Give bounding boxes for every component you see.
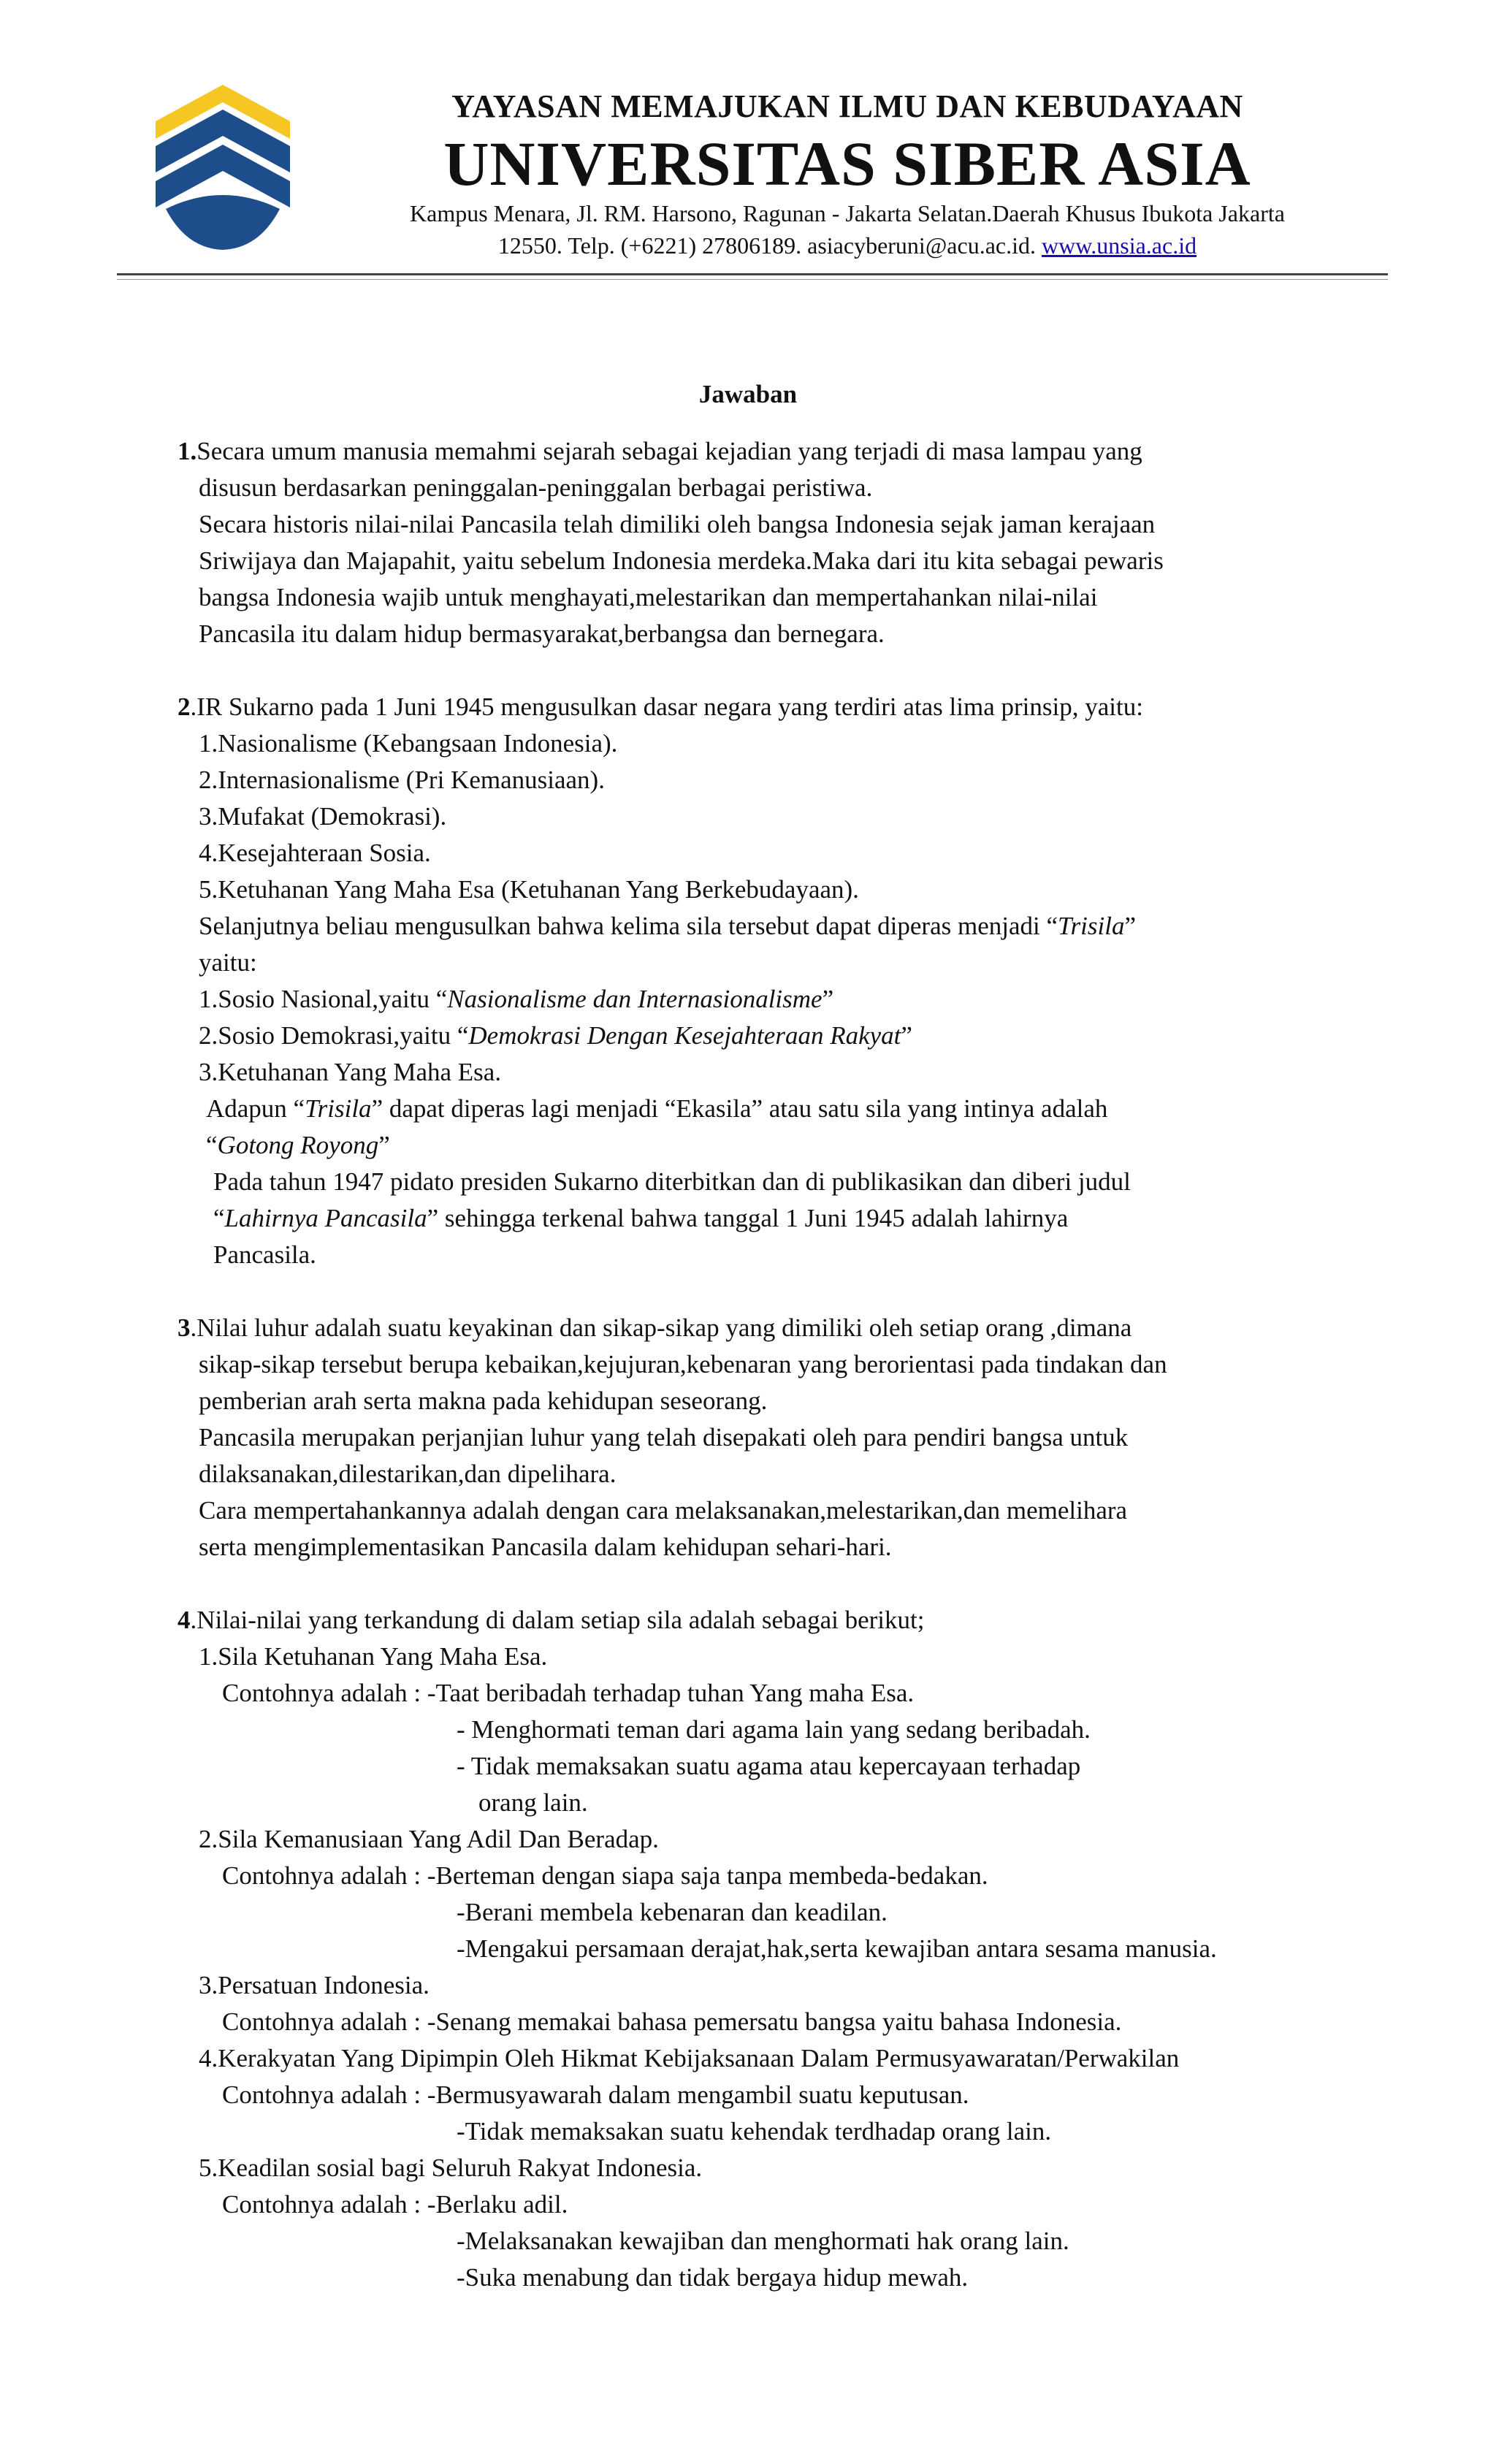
text-line xyxy=(199,1021,912,1050)
text-line xyxy=(199,1971,430,2000)
text-run: disusun berdasarkan peninggalan-peninggalan berbagai peristiwa. xyxy=(199,473,873,502)
text-run: serta mengimplementasikan Pancasila dalam kehidupan sehari-hari. xyxy=(199,1533,892,1561)
text-line xyxy=(199,1423,1128,1452)
text-run: ” xyxy=(822,985,834,1013)
text-run: - Tidak memaksakan suatu agama atau kepercayaan terhadap xyxy=(457,1752,1081,1780)
text-run: .IR Sukarno pada 1 Juni 1945 mengusulkan dasar negara yang terdiri atas lima prinsip, yaitu: xyxy=(190,693,1143,721)
text-line xyxy=(199,912,1136,941)
text-line xyxy=(178,1313,1131,1343)
text-run: “ xyxy=(206,1131,218,1159)
text-run: Lahirnya Pancasila xyxy=(224,1204,427,1232)
text-run: 2.Sosio Demokrasi,yaitu “ xyxy=(199,1021,469,1050)
text-run: Secara historis nilai-nilai Pancasila telah dimiliki oleh bangsa Indonesia sejak jaman kerajaan xyxy=(199,510,1156,538)
text-line xyxy=(199,473,872,503)
text-line xyxy=(199,583,1097,612)
text-line xyxy=(199,729,617,758)
text-line xyxy=(206,1094,1107,1124)
text-run: 5.Keadilan sosial bagi Seluruh Rakyat Indonesia. xyxy=(199,2154,703,2182)
text-run: Demokrasi Dengan Kesejahteraan Rakyat xyxy=(468,1021,901,1050)
text-run: 1.Nasionalisme (Kebangsaan Indonesia). xyxy=(199,729,618,758)
address-line-2 xyxy=(321,232,1373,259)
text-line xyxy=(222,2080,969,2110)
text-line xyxy=(199,875,859,904)
text-line xyxy=(213,1167,1131,1197)
text-line xyxy=(457,1934,1217,1964)
text-line xyxy=(199,948,257,977)
text-run: -Mengakui persamaan derajat,hak,serta kewajiban antara sesama manusia. xyxy=(457,1934,1217,1963)
text-line xyxy=(199,1642,547,1671)
text-line xyxy=(199,1496,1127,1525)
text-line xyxy=(199,1825,659,1854)
text-run: Nasionalisme dan Internasionalisme xyxy=(447,985,823,1013)
text-line xyxy=(457,2263,968,2292)
text-run: ” xyxy=(1124,912,1137,940)
text-run: 4.Kerakyatan Yang Dipimpin Oleh Hikmat Kebijaksanaan Dalam Permusyawaratan/Perwakilan xyxy=(199,2044,1180,2072)
text-run: pemberian arah serta makna pada kehidupan seseorang. xyxy=(199,1387,768,1415)
header-divider-thin xyxy=(117,279,1388,280)
text-line xyxy=(213,1204,1068,1233)
text-line xyxy=(199,2154,702,2183)
text-line xyxy=(199,1533,892,1562)
university-name: UNIVERSITAS SIBER ASIA xyxy=(443,129,1251,199)
text-line xyxy=(199,1058,501,1087)
text-line xyxy=(457,1715,1091,1744)
text-run: .Nilai-nilai yang terkandung di dalam setiap sila adalah sebagai berikut; xyxy=(190,1606,925,1634)
text-line xyxy=(178,1606,924,1635)
text-run: Contohnya adalah : -Bermusyawarah dalam mengambil suatu keputusan. xyxy=(222,2080,969,2109)
text-run: 4.Kesejahteraan Sosia. xyxy=(199,839,431,867)
text-run: Gotong Royong xyxy=(217,1131,379,1159)
text-line xyxy=(222,1861,988,1891)
text-run: ” xyxy=(378,1131,390,1159)
text-run: Pancasila itu dalam hidup bermasyarakat,berbangsa dan bernegara. xyxy=(199,619,885,648)
text-line xyxy=(478,1788,588,1818)
text-line xyxy=(178,437,1142,466)
text-line xyxy=(206,1131,390,1160)
text-run: “ xyxy=(213,1204,225,1232)
text-line xyxy=(199,1387,767,1416)
text-line xyxy=(222,2190,568,2219)
text-run: Sriwijaya dan Majapahit, yaitu sebelum Indonesia merdeka.Maka dari itu kita sebagai pewaris xyxy=(199,546,1164,575)
text-run: Selanjutnya beliau mengusulkan bahwa kelima sila tersebut dapat diperas menjadi “ xyxy=(199,912,1058,940)
text-run: 1.Sosio Nasional,yaitu “ xyxy=(199,985,448,1013)
text-line xyxy=(199,766,605,795)
text-run: orang lain. xyxy=(478,1788,588,1817)
text-run: 3 xyxy=(178,1313,191,1342)
text-run: Contohnya adalah : -Berlaku adil. xyxy=(222,2190,568,2219)
text-run: bangsa Indonesia wajib untuk menghayati,melestarikan dan mempertahankan nilai-nilai xyxy=(199,583,1098,611)
text-run: 2.Sila Kemanusiaan Yang Adil Dan Beradap. xyxy=(199,1825,659,1853)
text-run: 2.Internasionalisme (Pri Kemanusiaan). xyxy=(199,766,605,794)
text-run: Trisila xyxy=(305,1094,372,1123)
text-line xyxy=(199,1350,1167,1379)
text-run: Pada tahun 1947 pidato presiden Sukarno diterbitkan dan di publikasikan dan diberi judul xyxy=(213,1167,1131,1196)
text-run: dilaksanakan,dilestarikan,dan dipelihara. xyxy=(199,1460,617,1488)
text-line xyxy=(457,2227,1069,2256)
text-line xyxy=(222,2007,1121,2037)
text-run: 5.Ketuhanan Yang Maha Esa (Ketuhanan Yang Berkebudayaan). xyxy=(199,875,859,904)
text-run: Pancasila. xyxy=(213,1240,316,1269)
text-line xyxy=(199,619,885,649)
text-run: Contohnya adalah : -Berteman dengan siapa saja tanpa membeda-bedakan. xyxy=(222,1861,988,1890)
university-logo-icon xyxy=(150,79,296,254)
text-run: 3.Persatuan Indonesia. xyxy=(199,1971,430,1999)
text-line xyxy=(457,1752,1080,1781)
text-line xyxy=(457,1898,888,1927)
text-run: ” dapat diperas lagi menjadi “Ekasila” atau satu sila yang intinya adalah xyxy=(371,1094,1108,1123)
text-line xyxy=(199,839,431,868)
text-line xyxy=(199,985,833,1014)
text-run: sikap-sikap tersebut berupa kebaikan,kejujuran,kebenaran yang berorientasi pada tindakan dan xyxy=(199,1350,1167,1378)
text-run: Contohnya adalah : -Senang memakai bahasa pemersatu bangsa yaitu bahasa Indonesia. xyxy=(222,2007,1122,2036)
text-line xyxy=(457,2117,1051,2146)
text-run: ” sehingga terkenal bahwa tanggal 1 Juni 1945 adalah lahirnya xyxy=(427,1204,1069,1232)
contact-text: 12550. Telp. (+6221) 27806189. asiacyberuni@acu.ac.id. xyxy=(497,232,1042,259)
text-run: 2 xyxy=(178,693,191,721)
document-title: Jawaban xyxy=(698,380,798,408)
text-run: Pancasila merupakan perjanjian luhur yang telah disepakati oleh para pendiri bangsa untuk xyxy=(199,1423,1129,1452)
text-run: Cara mempertahankannya adalah dengan cara melaksanakan,melestarikan,dan memelihara xyxy=(199,1496,1128,1525)
text-run: - Menghormati teman dari agama lain yang sedang beribadah. xyxy=(457,1715,1091,1744)
text-run: 1. xyxy=(178,437,197,465)
text-run: Secara umum manusia memahmi sejarah sebagai kejadian yang terjadi di masa lampau yang xyxy=(196,437,1142,465)
text-run: ” xyxy=(901,1021,912,1050)
text-run: -Berani membela kebenaran dan keadilan. xyxy=(457,1898,888,1926)
text-run: -Tidak memaksakan suatu kehendak terdhadap orang lain. xyxy=(457,2117,1052,2145)
text-run: Trisila xyxy=(1058,912,1125,940)
text-line xyxy=(178,693,1143,722)
text-run: 1.Sila Ketuhanan Yang Maha Esa. xyxy=(199,1642,548,1671)
text-run: 3.Ketuhanan Yang Maha Esa. xyxy=(199,1058,502,1086)
text-run: 3.Mufakat (Demokrasi). xyxy=(199,802,447,831)
header-divider xyxy=(117,273,1388,275)
website-link[interactable]: www.unsia.ac.id xyxy=(1041,232,1197,259)
text-line xyxy=(199,2044,1179,2073)
address-line-1: Kampus Menara, Jl. RM. Harsono, Ragunan - Jakarta Selatan.Daerah Khusus Ibukota Jakarta xyxy=(410,200,1285,226)
text-line xyxy=(199,1460,616,1489)
text-run: .Nilai luhur adalah suatu keyakinan dan sikap-sikap yang dimiliki oleh setiap orang ,dimana xyxy=(190,1313,1132,1342)
text-run: Adapun “ xyxy=(206,1094,305,1123)
text-line xyxy=(222,1679,914,1708)
foundation-name: YAYASAN MEMAJUKAN ILMU DAN KEBUDAYAAN xyxy=(451,88,1243,124)
text-line xyxy=(199,802,446,831)
text-run: yaitu: xyxy=(199,948,257,977)
text-run: -Suka menabung dan tidak bergaya hidup mewah. xyxy=(457,2263,969,2292)
text-run: 4 xyxy=(178,1606,191,1634)
text-line xyxy=(199,546,1164,576)
text-line xyxy=(213,1240,316,1270)
text-line xyxy=(199,510,1155,539)
text-run: -Melaksanakan kewajiban dan menghormati hak orang lain. xyxy=(457,2227,1069,2255)
text-run: Contohnya adalah : -Taat beribadah terhadap tuhan Yang maha Esa. xyxy=(222,1679,915,1707)
